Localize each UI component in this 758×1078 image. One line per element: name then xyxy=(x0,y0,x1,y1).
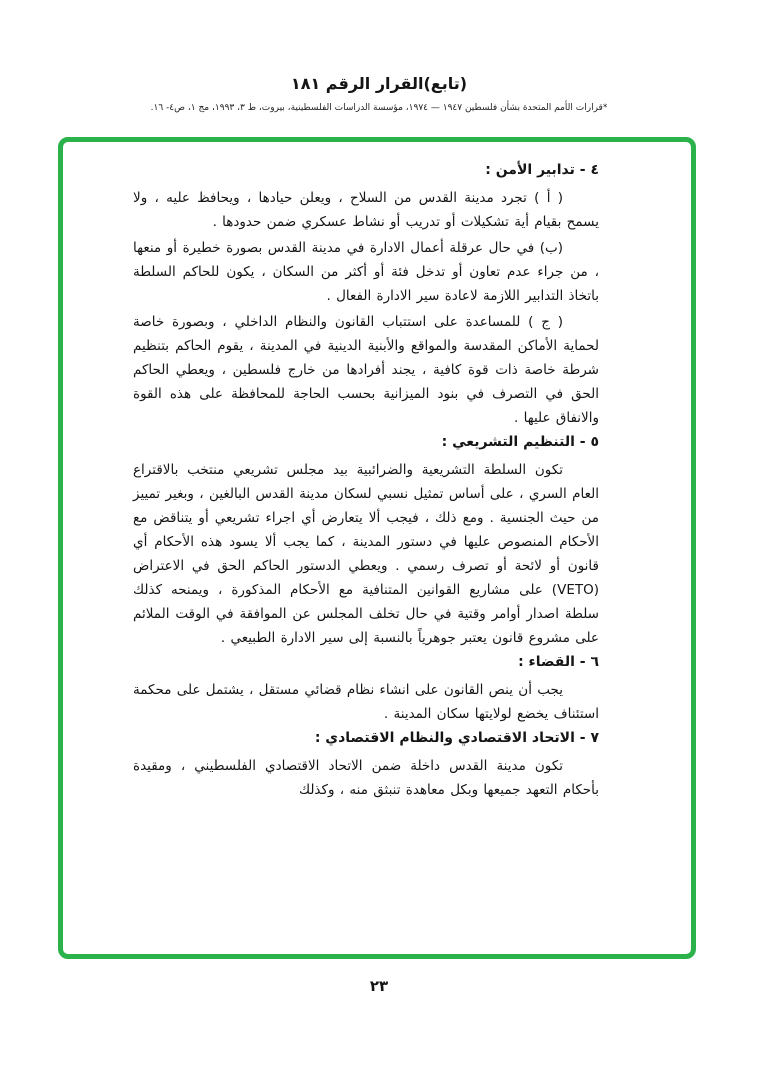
document-footer xyxy=(0,977,758,995)
section-judiciary xyxy=(133,654,599,726)
paragraph-security-c: ( ج ) للمساعدة على استتباب القانون والنظام الداخلي ، وبصورة خاصة لحماية الأماكن المقدسة والمواقع والأبنية الدينية في المدينة ، يقوم الحاكم بتنظيم شرطة خاصة ذات قوة كافية ، يجند أفرادها من خارج فلسطين ، ويعطي الحاكم الحق في التصرف في بنود الميزانية بحسب الحاجة للمحافظة على هذه القوة والانفاق عليها . xyxy=(133,314,599,426)
paragraph-security-a: ( أ ) تجرد مدينة القدس من السلاح ، ويعلن حيادها ، ويحافظ عليه ، ولا يسمح بقيام أية تشكيلات أو تدريب أو نشاط عسكري ضمن حدودها . xyxy=(133,190,599,230)
page-title: (تابع)القرار الرقم ١٨١ xyxy=(290,74,468,93)
paragraph-legislative: تكون السلطة التشريعية والضرائبية بيد مجلس تشريعي منتخب بالاقتراع العام السري ، على أساس تمثيل نسبي لسكان مدينة القدس البالغين ، وبغير تمييز من حيث الجنسية . ومع ذلك ، فيجب ألا يتعارض أي اجراء تشريعي أو يتناقض مع الأحكام المنصوص عليها في دستور المدينة ، كما يجب ألا يسود هذه الأحكام أي قانون أو لائحة أو تصرف رسمي . ويعطي الدستور الحاكم الحق في الاعتراض (VETO) على مشاريع القوانين المتنافية مع الأحكام المذكورة ، ويمنحه كذلك سلطة اصدار أوامر وقتية في حال تخلف المجلس عن الموافقة في الوقت الملائم على مشروع قانون يعتبر جوهرياً بالنسبة إلى سير الادارة الطبيعي . xyxy=(133,462,599,646)
paragraph-judiciary: يجب أن ينص القانون على انشاء نظام قضائي مستقل ، يشتمل على محكمة استئناف يخضع لولايتها سكان المدينة . xyxy=(133,682,599,722)
section-economic-union xyxy=(133,730,599,802)
section-heading-judiciary: ٦ - القضاء : xyxy=(518,654,599,670)
section-legislative-organization xyxy=(133,434,599,650)
paragraph-economic-union: تكون مدينة القدس داخلة ضمن الاتحاد الاقتصادي الفلسطيني ، ومقيدة بأحكام التعهد جميعها وبكل معاهدة تنبثق منه ، وكذلك xyxy=(133,758,599,798)
section-heading-economic-union: ٧ - الاتحاد الاقتصادي والنظام الاقتصادي : xyxy=(314,730,599,746)
green-content-frame xyxy=(58,137,696,959)
section-security-measures xyxy=(133,162,599,430)
citation-footnote: *قرارات الأمم المتحدة بشأن فلسطين ١٩٤٧ — ١٩٧٤، مؤسسة الدراسات الفلسطينية، بيروت، ط ٣، ١٩٩٣، مج ١، ص٤- ١٦. xyxy=(150,103,608,113)
paragraph-security-b: (ب) في حال عرقلة أعمال الادارة في مدينة القدس بصورة خطيرة أو منعها ، من جراء عدم تعاون أو تدخل فئة أو أكثر من السكان ، يكون للحاكم السلطة باتخاذ التدابير اللازمة لاعادة سير الادارة الفعال . xyxy=(133,240,599,304)
document-header xyxy=(0,0,758,113)
section-heading-legislative: ٥ - التنظيم التشريعي : xyxy=(441,434,599,450)
page-number: ٢٣ xyxy=(369,977,389,995)
section-heading-security: ٤ - تدابير الأمن : xyxy=(485,162,599,178)
